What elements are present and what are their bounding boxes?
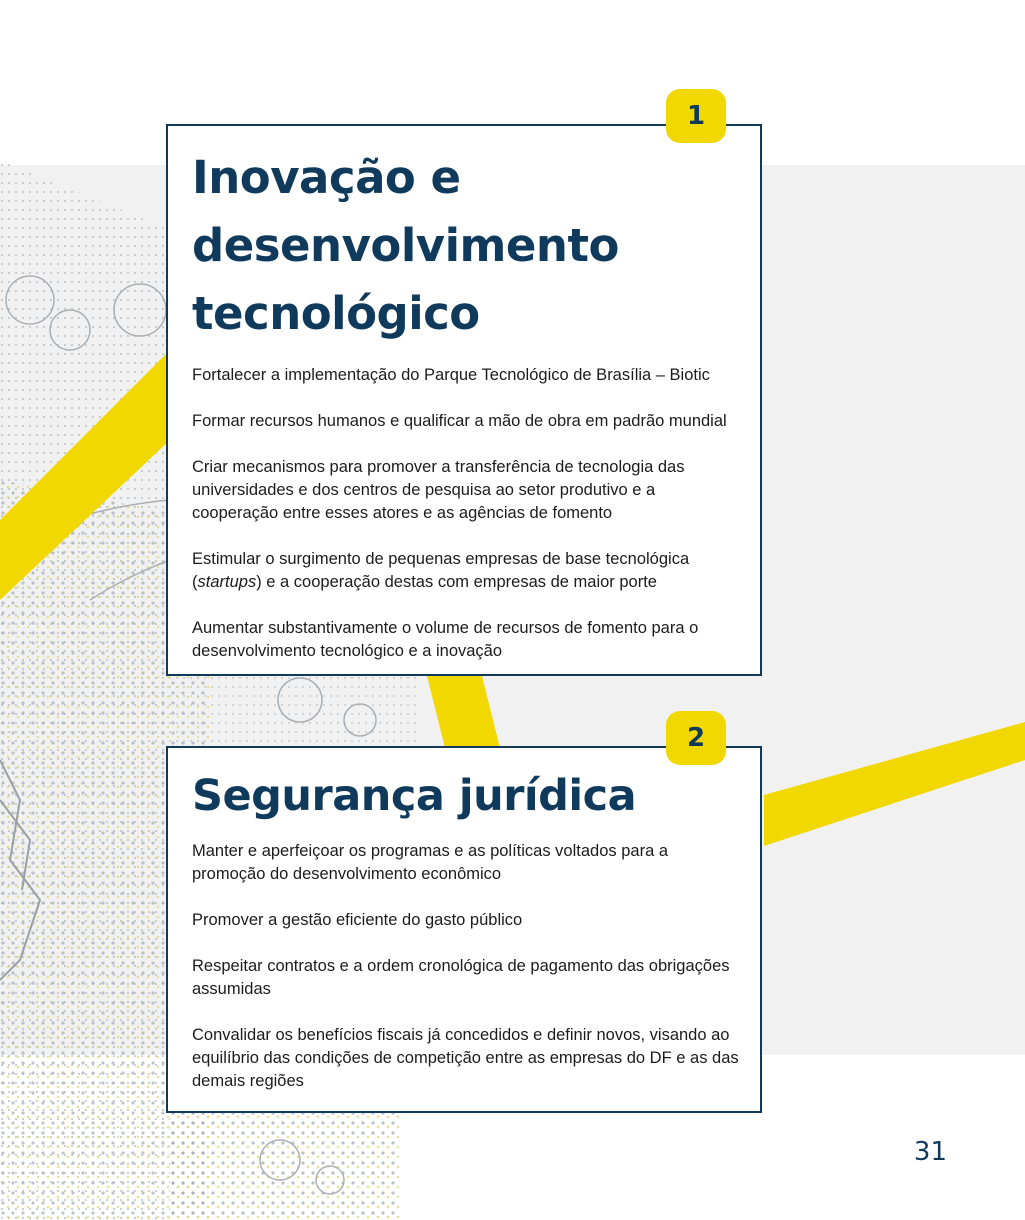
list-item-text: Estimular o surgimento de pequenas empresas de base tecnológica (: [192, 550, 690, 591]
list-item: Convalidar os benefícios fiscais já concedidos e definir novos, visando ao equilíbrio das condições de competição entre as empresas do DF e as das demais regiões: [192, 1026, 739, 1090]
page-number: 31: [913, 1137, 947, 1167]
section-title: Inovação e desenvolvimento tecnológico: [192, 151, 619, 340]
list-item-text: ) e a cooperação destas com empresas de maior porte: [256, 573, 657, 591]
list-item: Fortalecer a implementação do Parque Tecnológico de Brasília – Biotic: [192, 366, 710, 384]
section-card-innovation: [166, 101, 762, 676]
list-item: Formar recursos humanos e qualificar a mão de obra em padrão mundial: [192, 412, 727, 430]
list-item: Aumentar substantivamente o volume de recursos de fomento para o desenvolvimento tecnológico e a inovação: [192, 619, 699, 660]
list-item: Criar mecanismos para promover a transferência de tecnologia das universidades e dos centros de pesquisa ao setor produtivo e a cooperação entre esses atores e as agências de fomento: [192, 458, 685, 522]
section-number-badge: 2: [666, 711, 726, 765]
list-item: Promover a gestão eficiente do gasto público: [192, 911, 523, 929]
list-item: Manter e aperfeiçoar os programas e as políticas voltados para a promoção do desenvolvimento econômico: [192, 842, 669, 883]
list-item-emphasis: startups: [197, 573, 257, 591]
list-item: [192, 548, 740, 594]
section-card-legal-security: [166, 723, 762, 1113]
section-item-list: [168, 364, 760, 663]
section-title: Segurança jurídica: [192, 771, 637, 821]
section-number-badge: 1: [666, 89, 726, 143]
list-item: Respeitar contratos e a ordem cronológica de pagamento das obrigações assumidas: [192, 957, 730, 998]
section-item-list: [168, 840, 760, 1093]
